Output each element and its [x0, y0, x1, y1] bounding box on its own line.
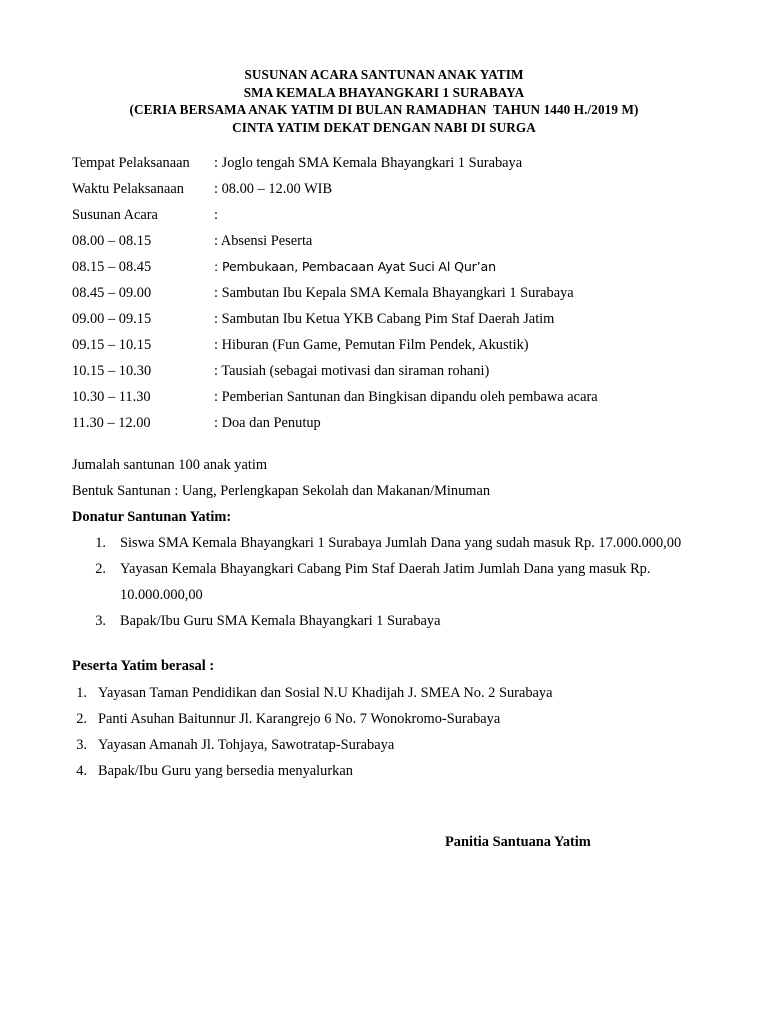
list-item-number: 2. — [95, 561, 106, 577]
list-item-number: 3. — [76, 737, 87, 753]
list-item — [72, 732, 712, 758]
schedule-row — [72, 228, 712, 254]
schedule-row — [72, 254, 712, 280]
total-recipients-line: Jumalah santunan 100 anak yatim — [72, 457, 268, 473]
list-item — [72, 706, 712, 732]
document-title-block — [0, 66, 768, 136]
detail-value-venue: : Joglo tengah SMA Kemala Bhayangkari 1 Surabaya — [214, 155, 523, 171]
schedule-row — [72, 306, 712, 332]
schedule-activity: : Absensi Peserta — [214, 233, 313, 249]
schedule-activity: : Hiburan (Fun Game, Pemutan Film Pendek, Akustik) — [214, 337, 529, 353]
detail-row-agenda-heading — [72, 202, 712, 228]
list-item — [72, 680, 712, 706]
schedule-activity: : Sambutan Ibu Kepala SMA Kemala Bhayangkari 1 Surabaya — [214, 285, 574, 301]
schedule-time: 10.15 – 10.30 — [72, 363, 152, 379]
schedule-activity: : Pembukaan, Pembacaan Ayat Suci Al Qur’an — [214, 259, 496, 274]
schedule-row — [72, 280, 712, 306]
participants-section-heading: Peserta Yatim berasal : — [72, 658, 215, 674]
schedule-time: 08.15 – 08.45 — [72, 259, 152, 275]
list-item-text: Yayasan Kemala Bhayangkari Cabang Pim Staf Daerah Jatim Jumlah Dana yang masuk Rp. 10.000.000,00 — [120, 561, 655, 603]
schedule-time: 10.30 – 11.30 — [72, 389, 151, 405]
detail-value-agenda: : — [214, 207, 218, 223]
schedule-time: 11.30 – 12.00 — [72, 415, 151, 431]
list-item-number: 4. — [76, 763, 87, 779]
detail-label-venue: Tempat Pelaksanaan — [72, 155, 190, 171]
list-item-text: Siswa SMA Kemala Bhayangkari 1 Surabaya Jumlah Dana yang sudah masuk Rp. 17.000.000,00 — [120, 535, 682, 551]
schedule-row — [72, 384, 712, 410]
list-item — [72, 530, 712, 556]
list-item-number: 2. — [76, 711, 87, 727]
list-item-text: Panti Asuhan Baitunnur Jl. Karangrejo 6 No. 7 Wonokromo-Surabaya — [98, 711, 501, 727]
list-item-text: Yayasan Amanah Jl. Tohjaya, Sawotratap-Surabaya — [98, 737, 395, 753]
schedule-activity: : Tausiah (sebagai motivasi dan siraman rohani) — [214, 363, 490, 379]
list-item-text: Yayasan Taman Pendidikan dan Sosial N.U Khadijah J. SMEA No. 2 Surabaya — [98, 685, 553, 701]
list-item-text: Bapak/Ibu Guru SMA Kemala Bhayangkari 1 Surabaya — [120, 613, 441, 629]
donation-form-line: Bentuk Santunan : Uang, Perlengkapan Sekolah dan Makanan/Minuman — [72, 483, 491, 499]
title-line-1: SUSUNAN ACARA SANTUNAN ANAK YATIM — [244, 67, 524, 82]
list-item — [72, 758, 712, 784]
detail-row-time — [72, 176, 712, 202]
title-line-3: (CERIA BERSAMA ANAK YATIM DI BULAN RAMADHAN TAHUN 1440 H./2019 M) — [129, 102, 639, 117]
detail-label-agenda: Susunan Acara — [72, 207, 158, 223]
detail-label-time: Waktu Pelaksanaan — [72, 181, 184, 197]
list-item — [72, 556, 712, 608]
list-item — [72, 608, 712, 634]
title-line-2: SMA KEMALA BHAYANGKARI 1 SURABAYA — [243, 84, 525, 100]
donor-section-heading: Donatur Santunan Yatim: — [72, 509, 232, 525]
signature-line: Panitia Santuana Yatim — [445, 834, 591, 850]
title-line-4: CINTA YATIM DEKAT DENGAN NABI DI SURGA — [232, 119, 536, 135]
donor-list — [72, 530, 712, 634]
schedule-activity: : Sambutan Ibu Ketua YKB Cabang Pim Staf Daerah Jatim — [214, 311, 555, 327]
list-item-number: 1. — [76, 685, 87, 701]
schedule-activity: : Doa dan Penutup — [214, 415, 321, 431]
schedule-row — [72, 358, 712, 384]
detail-value-time: : 08.00 – 12.00 WIB — [214, 181, 333, 197]
schedule-activity: : Pemberian Santunan dan Bingkisan dipandu oleh pembawa acara — [214, 389, 598, 405]
list-item-number: 1. — [95, 535, 106, 551]
list-item-text: Bapak/Ibu Guru yang bersedia menyalurkan — [98, 763, 353, 779]
detail-row-venue — [72, 150, 712, 176]
list-item-number: 3. — [95, 613, 106, 629]
schedule-time: 08.00 – 08.15 — [72, 233, 152, 249]
participants-heading-block — [72, 653, 712, 679]
notes-block — [72, 452, 712, 530]
schedule-time: 09.15 – 10.15 — [72, 337, 152, 353]
schedule-row — [72, 410, 712, 436]
schedule-time: 09.00 – 09.15 — [72, 311, 152, 327]
participant-origin-list — [72, 680, 712, 784]
schedule-time: 08.45 – 09.00 — [72, 285, 152, 301]
event-details-and-schedule — [72, 150, 712, 436]
schedule-row — [72, 332, 712, 358]
